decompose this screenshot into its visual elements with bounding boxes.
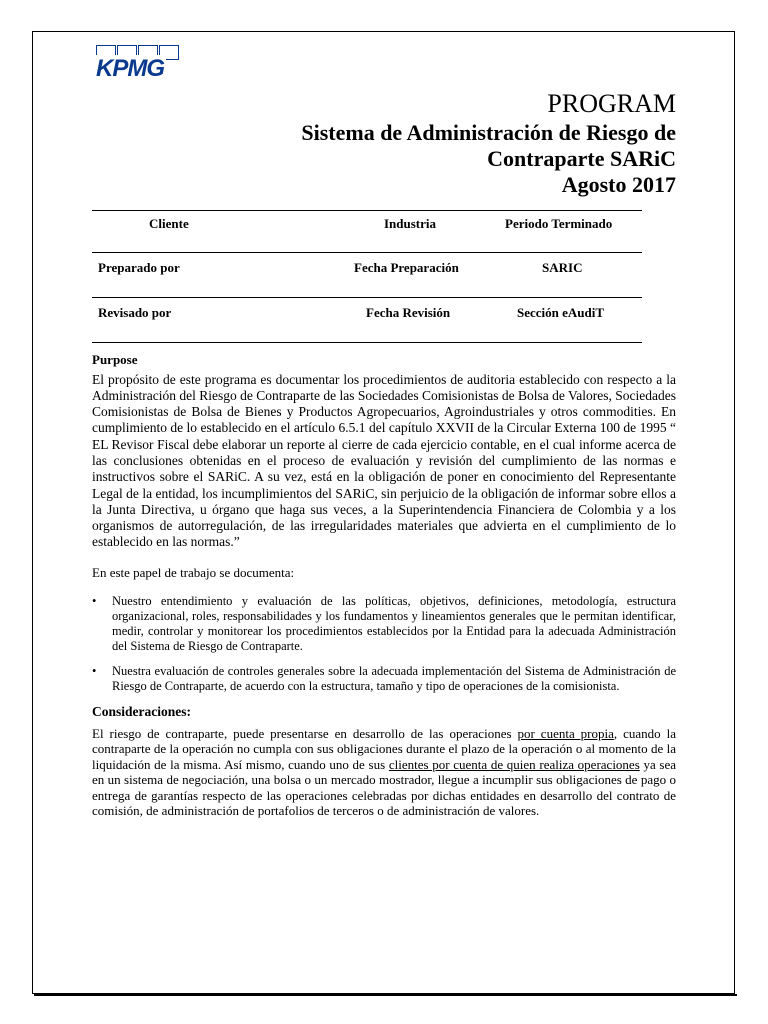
- underlined-phrase-clientes: clientes por cuenta de quien realiza operaciones: [388, 756, 640, 772]
- purpose-heading: Purpose: [92, 352, 138, 367]
- intro-line: En este papel de trabajo se documenta:: [92, 564, 295, 580]
- cell-code: SARIC: [542, 260, 583, 275]
- table-rule-3: [92, 342, 642, 343]
- cell-fecha-preparacion: Fecha Preparación: [354, 260, 459, 275]
- cell-periodo: Periodo Terminado: [505, 216, 613, 231]
- bullet-icon: •: [92, 664, 97, 679]
- underlined-phrase-cuenta-propia: por cuenta propia: [517, 725, 614, 741]
- title-line-1: Sistema de Administración de Riesgo de: [301, 120, 676, 145]
- list-item: • Nuestra evaluación de controles generales sobre la adecuada implementación del Sistema de Administración de Riesgo de Contraparte, de acuerdo con la estructura, tamaño y tipo de operaciones de la comisionista.: [92, 664, 676, 694]
- purpose-paragraph: El propósito de este programa es documentar los procedimientos de auditoria establecido con respecto a la Administración del Riesgo de Contraparte de las Sociedades Comisionistas de Bolsa de Valores, Sociedades Comisionistas de Bolsa de Bienes y Productos Agropecuarios, Agroindustriales y otros commodities. En cumplimiento de lo establecido en el artículo 6.5.1 del capítulo XXVII de la Circular Externa 100 de 1995 “ EL Revisor Fiscal debe elaborar un reporte al cierre de cada ejercicio contable, en el cual informe acerca de las conclusiones obtenidas en el proceso de evaluación y revisión del cumplimiento de las normas e instructivos sobre el SARiC. A su vez, está en la obligación de poner en conocimiento del Representante Legal de la entidad, los incumplimientos del SARiC, sin perjuicio de la obligación de informar sobre ellos a la Junta Directiva, u órgano que haga sus veces, a la Superintendencia Financiera de Colombia y a los organismos de autorregulación, de las irregularidades materiales que advierta en el cumplimiento de lo establecido en las normas.”: [92, 371, 676, 550]
- consideraciones-paragraph: El riesgo de contraparte, puede presentarse en desarrollo de las operaciones por cuenta propia, cuando la contraparte de la operación no cumpla con sus obligaciones durante el plazo de la operación o al momento de la liquidación de la misma. Así mismo, cuando uno de sus clientes por cuenta de quien realiza operaciones ya sea en un sistema de negociación, una bolsa o un mercado mostrador, llegue a incumplir sus obligaciones de pago o entrega de garantías respecto de las operaciones celebradas por dichas entidades en desarrollo del contrato de comisión, de administración de portafolios de terceros o de administración de valores.: [92, 725, 677, 819]
- cell-revisado: Revisado por: [98, 305, 172, 320]
- program-label: PROGRAM: [547, 89, 676, 118]
- table-top-rule: [92, 210, 642, 211]
- logo-wordmark: KPMG: [96, 55, 164, 82]
- page-border-shadow: [34, 994, 737, 996]
- cell-cliente: Cliente: [149, 216, 189, 231]
- document-title-block: [301, 88, 676, 198]
- document-body: [92, 352, 676, 819]
- kpmg-logo: [96, 45, 186, 81]
- cell-seccion: Sección eAudiT: [517, 305, 605, 320]
- table-rule-2: [92, 297, 642, 298]
- title-line-2: Contraparte SARiC: [487, 146, 676, 171]
- cell-preparado: Preparado por: [98, 260, 180, 275]
- bullet-list: [92, 594, 676, 694]
- list-item: • Nuestro entendimiento y evaluación de las políticas, objetivos, definiciones, metodología, estructura organizacional, roles, responsabilidades y los fundamentos y lineamientos generales que le permitan identificar, medir, controlar y monitorear los procedimientos establecidos por la Entidad para la adecuada Administración del Sistema de Riesgo de Contraparte.: [92, 594, 676, 654]
- consideraciones-heading: Consideraciones:: [92, 704, 191, 720]
- cell-fecha-revision: Fecha Revisión: [366, 305, 451, 320]
- document-date: Agosto 2017: [561, 172, 676, 197]
- bullet-icon: •: [92, 594, 97, 609]
- table-rule-1: [92, 252, 642, 253]
- cell-industria: Industria: [384, 216, 437, 231]
